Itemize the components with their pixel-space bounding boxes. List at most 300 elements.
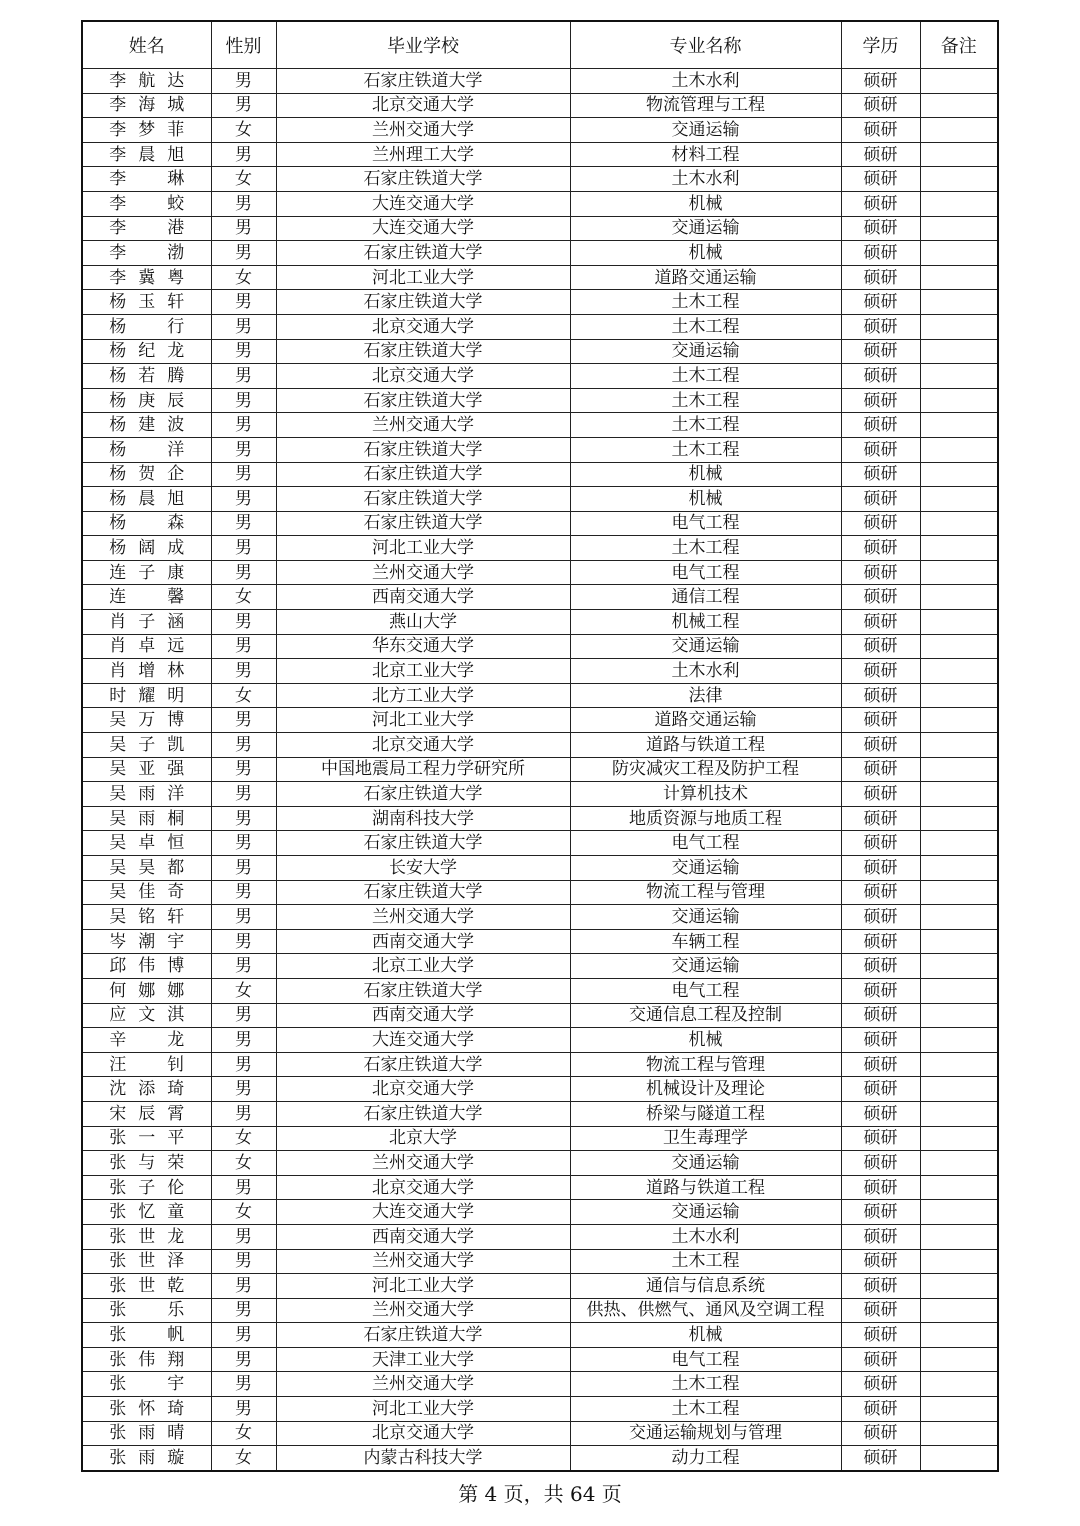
name-cell: 杨 贺 企 [82,462,211,487]
gender-cell: 男 [211,462,276,487]
name-cell: 吴 万 博 [82,708,211,733]
gender-cell: 男 [211,1175,276,1200]
school-cell: 兰州交通大学 [276,1372,570,1397]
gender-cell: 男 [211,142,276,167]
school-cell: 西南交通大学 [276,585,570,610]
school-cell: 石家庄铁道大学 [276,782,570,807]
gender-cell: 男 [211,757,276,782]
major-cell: 土木工程 [570,364,841,389]
gender-cell: 男 [211,1347,276,1372]
roster-sheet [81,20,997,1472]
gender-cell: 男 [211,437,276,462]
name-cell: 张 与 荣 [82,1151,211,1176]
gender-cell: 男 [211,1052,276,1077]
table-row [82,929,998,954]
degree-cell: 硕研 [841,831,920,856]
school-cell: 石家庄铁道大学 [276,487,570,512]
remarks-cell [920,757,998,782]
degree-cell: 硕研 [841,69,920,94]
table-row [82,708,998,733]
school-cell: 石家庄铁道大学 [276,69,570,94]
remarks-cell [920,339,998,364]
table-row [82,757,998,782]
remarks-cell [920,1323,998,1348]
remarks-cell [920,1077,998,1102]
table-row [82,1249,998,1274]
degree-cell: 硕研 [841,93,920,118]
remarks-cell [920,118,998,143]
remarks-cell [920,978,998,1003]
page-footer: 第 4 页，共 64 页 [458,1482,622,1506]
gender-cell: 女 [211,1421,276,1446]
name-cell: 杨 若 腾 [82,364,211,389]
school-cell: 北方工业大学 [276,683,570,708]
name-cell: 李 蛟 [82,191,211,216]
name-cell: 张 帆 [82,1323,211,1348]
major-cell: 机械 [570,191,841,216]
degree-cell: 硕研 [841,1274,920,1299]
degree-cell: 硕研 [841,683,920,708]
name-cell: 连 馨 [82,585,211,610]
table-row [82,290,998,315]
degree-cell: 硕研 [841,1077,920,1102]
table-row [82,1175,998,1200]
table-row [82,560,998,585]
degree-cell: 硕研 [841,511,920,536]
school-cell: 燕山大学 [276,610,570,635]
remarks-cell [920,1052,998,1077]
remarks-cell [920,1200,998,1225]
remarks-cell [920,413,998,438]
school-cell: 西南交通大学 [276,929,570,954]
remarks-cell [920,1446,998,1471]
name-cell: 汪 钊 [82,1052,211,1077]
header-major: 专业名称 [570,21,841,69]
name-cell: 杨 阔 成 [82,536,211,561]
gender-cell: 男 [211,610,276,635]
school-cell: 大连交通大学 [276,216,570,241]
degree-cell: 硕研 [841,536,920,561]
name-cell: 吴 子 凯 [82,733,211,758]
remarks-cell [920,954,998,979]
remarks-cell [920,1372,998,1397]
name-cell: 杨 洋 [82,437,211,462]
major-cell: 土木工程 [570,314,841,339]
school-cell: 河北工业大学 [276,708,570,733]
gender-cell: 男 [211,69,276,94]
table-row [82,487,998,512]
table-row [82,585,998,610]
name-cell: 肖 卓 远 [82,634,211,659]
table-row [82,536,998,561]
name-cell: 张 乐 [82,1298,211,1323]
major-cell: 电气工程 [570,511,841,536]
gender-cell: 男 [211,560,276,585]
remarks-cell [920,1249,998,1274]
school-cell: 石家庄铁道大学 [276,511,570,536]
school-cell: 北京工业大学 [276,659,570,684]
gender-cell: 女 [211,585,276,610]
school-cell: 兰州交通大学 [276,1151,570,1176]
major-cell: 电气工程 [570,1347,841,1372]
header-gender: 性别 [211,21,276,69]
gender-cell: 男 [211,93,276,118]
remarks-cell [920,1101,998,1126]
remarks-cell [920,585,998,610]
major-cell: 交通运输 [570,216,841,241]
remarks-cell [920,806,998,831]
major-cell: 通信工程 [570,585,841,610]
degree-cell: 硕研 [841,978,920,1003]
gender-cell: 女 [211,167,276,192]
remarks-cell [920,905,998,930]
name-cell: 张 雨 璇 [82,1446,211,1471]
gender-cell: 女 [211,1126,276,1151]
gender-cell: 男 [211,290,276,315]
name-cell: 杨 纪 龙 [82,339,211,364]
remarks-cell [920,487,998,512]
degree-cell: 硕研 [841,1323,920,1348]
degree-cell: 硕研 [841,610,920,635]
degree-cell: 硕研 [841,1446,920,1471]
table-row [82,1101,998,1126]
major-cell: 电气工程 [570,978,841,1003]
name-cell: 杨 建 波 [82,413,211,438]
major-cell: 地质资源与地质工程 [570,806,841,831]
school-cell: 石家庄铁道大学 [276,831,570,856]
remarks-cell [920,1151,998,1176]
table-row [82,1372,998,1397]
name-cell: 张 子 伦 [82,1175,211,1200]
remarks-cell [920,216,998,241]
remarks-cell [920,1003,998,1028]
gender-cell: 男 [211,806,276,831]
name-cell: 吴 雨 洋 [82,782,211,807]
school-cell: 石家庄铁道大学 [276,290,570,315]
table-row [82,1274,998,1299]
degree-cell: 硕研 [841,1175,920,1200]
school-cell: 石家庄铁道大学 [276,880,570,905]
school-cell: 西南交通大学 [276,1003,570,1028]
gender-cell: 男 [211,1372,276,1397]
gender-cell: 男 [211,216,276,241]
degree-cell: 硕研 [841,806,920,831]
major-cell: 道路交通运输 [570,265,841,290]
name-cell: 李 渤 [82,241,211,266]
major-cell: 电气工程 [570,560,841,585]
table-row [82,314,998,339]
degree-cell: 硕研 [841,290,920,315]
major-cell: 土木工程 [570,1397,841,1422]
remarks-cell [920,191,998,216]
gender-cell: 男 [211,659,276,684]
degree-cell: 硕研 [841,314,920,339]
name-cell: 杨 森 [82,511,211,536]
school-cell: 北京大学 [276,1126,570,1151]
degree-cell: 硕研 [841,118,920,143]
remarks-cell [920,1347,998,1372]
remarks-cell [920,1298,998,1323]
degree-cell: 硕研 [841,216,920,241]
gender-cell: 男 [211,1003,276,1028]
table-row [82,1323,998,1348]
major-cell: 土木工程 [570,413,841,438]
gender-cell: 男 [211,708,276,733]
table-row [82,93,998,118]
header-remarks: 备注 [920,21,998,69]
name-cell: 吴 雨 桐 [82,806,211,831]
school-cell: 中国地震局工程力学研究所 [276,757,570,782]
school-cell: 石家庄铁道大学 [276,339,570,364]
remarks-cell [920,1028,998,1053]
remarks-cell [920,880,998,905]
remarks-cell [920,659,998,684]
name-cell: 吴 卓 恒 [82,831,211,856]
major-cell: 土木水利 [570,659,841,684]
school-cell: 北京交通大学 [276,364,570,389]
remarks-cell [920,290,998,315]
name-cell: 李 航 达 [82,69,211,94]
degree-cell: 硕研 [841,1397,920,1422]
school-cell: 大连交通大学 [276,191,570,216]
name-cell: 张 世 龙 [82,1224,211,1249]
school-cell: 天津工业大学 [276,1347,570,1372]
remarks-cell [920,536,998,561]
remarks-cell [920,683,998,708]
major-cell: 交通运输 [570,634,841,659]
remarks-cell [920,708,998,733]
degree-cell: 硕研 [841,1028,920,1053]
table-row [82,142,998,167]
school-cell: 北京交通大学 [276,733,570,758]
name-cell: 李 港 [82,216,211,241]
major-cell: 机械工程 [570,610,841,635]
remarks-cell [920,929,998,954]
remarks-cell [920,1421,998,1446]
school-cell: 兰州交通大学 [276,560,570,585]
table-row [82,437,998,462]
gender-cell: 男 [211,536,276,561]
school-cell: 华东交通大学 [276,634,570,659]
table-row [82,978,998,1003]
name-cell: 张 伟 翔 [82,1347,211,1372]
gender-cell: 男 [211,1249,276,1274]
table-row [82,954,998,979]
table-row [82,1421,998,1446]
table-row [82,265,998,290]
table-row [82,856,998,881]
gender-cell: 女 [211,683,276,708]
name-cell: 何 娜 娜 [82,978,211,1003]
major-cell: 机械 [570,1028,841,1053]
gender-cell: 男 [211,782,276,807]
name-cell: 李 琳 [82,167,211,192]
major-cell: 机械设计及理论 [570,1077,841,1102]
school-cell: 河北工业大学 [276,1274,570,1299]
remarks-cell [920,856,998,881]
gender-cell: 男 [211,1028,276,1053]
name-cell: 应 文 淇 [82,1003,211,1028]
degree-cell: 硕研 [841,142,920,167]
name-cell: 岑 潮 宇 [82,929,211,954]
table-row [82,241,998,266]
degree-cell: 硕研 [841,437,920,462]
gender-cell: 女 [211,118,276,143]
school-cell: 北京工业大学 [276,954,570,979]
major-cell: 土木工程 [570,290,841,315]
school-cell: 北京交通大学 [276,314,570,339]
name-cell: 吴 亚 强 [82,757,211,782]
degree-cell: 硕研 [841,1347,920,1372]
school-cell: 石家庄铁道大学 [276,1323,570,1348]
major-cell: 材料工程 [570,142,841,167]
gender-cell: 男 [211,1077,276,1102]
major-cell: 机械 [570,1323,841,1348]
school-cell: 大连交通大学 [276,1028,570,1053]
degree-cell: 硕研 [841,856,920,881]
table-row [82,905,998,930]
gender-cell: 男 [211,831,276,856]
school-cell: 石家庄铁道大学 [276,1052,570,1077]
remarks-cell [920,364,998,389]
name-cell: 肖 增 林 [82,659,211,684]
school-cell: 石家庄铁道大学 [276,1101,570,1126]
degree-cell: 硕研 [841,880,920,905]
gender-cell: 男 [211,487,276,512]
name-cell: 杨 玉 轩 [82,290,211,315]
major-cell: 土木工程 [570,437,841,462]
gender-cell: 男 [211,364,276,389]
name-cell: 李 晨 旭 [82,142,211,167]
major-cell: 土木水利 [570,167,841,192]
table-row [82,364,998,389]
school-cell: 北京交通大学 [276,93,570,118]
degree-cell: 硕研 [841,1003,920,1028]
table-row [82,782,998,807]
gender-cell: 男 [211,1274,276,1299]
remarks-cell [920,1274,998,1299]
major-cell: 土木工程 [570,1372,841,1397]
table-row [82,683,998,708]
name-cell: 张 雨 晴 [82,1421,211,1446]
table-row [82,511,998,536]
name-cell: 杨 晨 旭 [82,487,211,512]
name-cell: 沈 添 琦 [82,1077,211,1102]
degree-cell: 硕研 [841,1151,920,1176]
school-cell: 西南交通大学 [276,1224,570,1249]
table-row [82,831,998,856]
school-cell: 湖南科技大学 [276,806,570,831]
name-cell: 张 忆 童 [82,1200,211,1225]
degree-cell: 硕研 [841,191,920,216]
major-cell: 道路交通运输 [570,708,841,733]
major-cell: 交通运输 [570,1151,841,1176]
school-cell: 石家庄铁道大学 [276,462,570,487]
gender-cell: 男 [211,1298,276,1323]
table-row [82,1052,998,1077]
table-row [82,216,998,241]
table-row [82,1224,998,1249]
gender-cell: 男 [211,880,276,905]
major-cell: 交通运输 [570,954,841,979]
school-cell: 兰州交通大学 [276,413,570,438]
school-cell: 内蒙古科技大学 [276,1446,570,1471]
remarks-cell [920,1175,998,1200]
degree-cell: 硕研 [841,265,920,290]
degree-cell: 硕研 [841,1224,920,1249]
gender-cell: 女 [211,1446,276,1471]
school-cell: 兰州理工大学 [276,142,570,167]
degree-cell: 硕研 [841,1052,920,1077]
remarks-cell [920,782,998,807]
major-cell: 电气工程 [570,831,841,856]
degree-cell: 硕研 [841,634,920,659]
major-cell: 防灾减灾工程及防护工程 [570,757,841,782]
school-cell: 北京交通大学 [276,1077,570,1102]
gender-cell: 男 [211,1323,276,1348]
gender-cell: 男 [211,339,276,364]
gender-cell: 女 [211,978,276,1003]
school-cell: 石家庄铁道大学 [276,978,570,1003]
header-degree: 学历 [841,21,920,69]
remarks-cell [920,511,998,536]
degree-cell: 硕研 [841,733,920,758]
table-row [82,806,998,831]
gender-cell: 男 [211,1101,276,1126]
degree-cell: 硕研 [841,364,920,389]
major-cell: 土木工程 [570,1249,841,1274]
degree-cell: 硕研 [841,1101,920,1126]
table-row [82,1347,998,1372]
degree-cell: 硕研 [841,167,920,192]
school-cell: 长安大学 [276,856,570,881]
name-cell: 李 海 城 [82,93,211,118]
name-cell: 张 一 平 [82,1126,211,1151]
name-cell: 李 冀 粤 [82,265,211,290]
major-cell: 交通信息工程及控制 [570,1003,841,1028]
remarks-cell [920,1224,998,1249]
table-row [82,1126,998,1151]
name-cell: 李 梦 菲 [82,118,211,143]
degree-cell: 硕研 [841,339,920,364]
table-row [82,1028,998,1053]
remarks-cell [920,142,998,167]
remarks-cell [920,462,998,487]
gender-cell: 男 [211,856,276,881]
name-cell: 张 世 乾 [82,1274,211,1299]
gender-cell: 男 [211,191,276,216]
table-row [82,1003,998,1028]
major-cell: 卫生毒理学 [570,1126,841,1151]
school-cell: 河北工业大学 [276,536,570,561]
school-cell: 石家庄铁道大学 [276,241,570,266]
gender-cell: 男 [211,388,276,413]
remarks-cell [920,1126,998,1151]
major-cell: 物流工程与管理 [570,880,841,905]
remarks-cell [920,733,998,758]
major-cell: 土木工程 [570,536,841,561]
name-cell: 邱 伟 博 [82,954,211,979]
degree-cell: 硕研 [841,413,920,438]
table-row [82,1151,998,1176]
degree-cell: 硕研 [841,585,920,610]
major-cell: 交通运输 [570,339,841,364]
remarks-cell [920,241,998,266]
gender-cell: 女 [211,1151,276,1176]
degree-cell: 硕研 [841,1372,920,1397]
remarks-cell [920,560,998,585]
table-row [82,1077,998,1102]
